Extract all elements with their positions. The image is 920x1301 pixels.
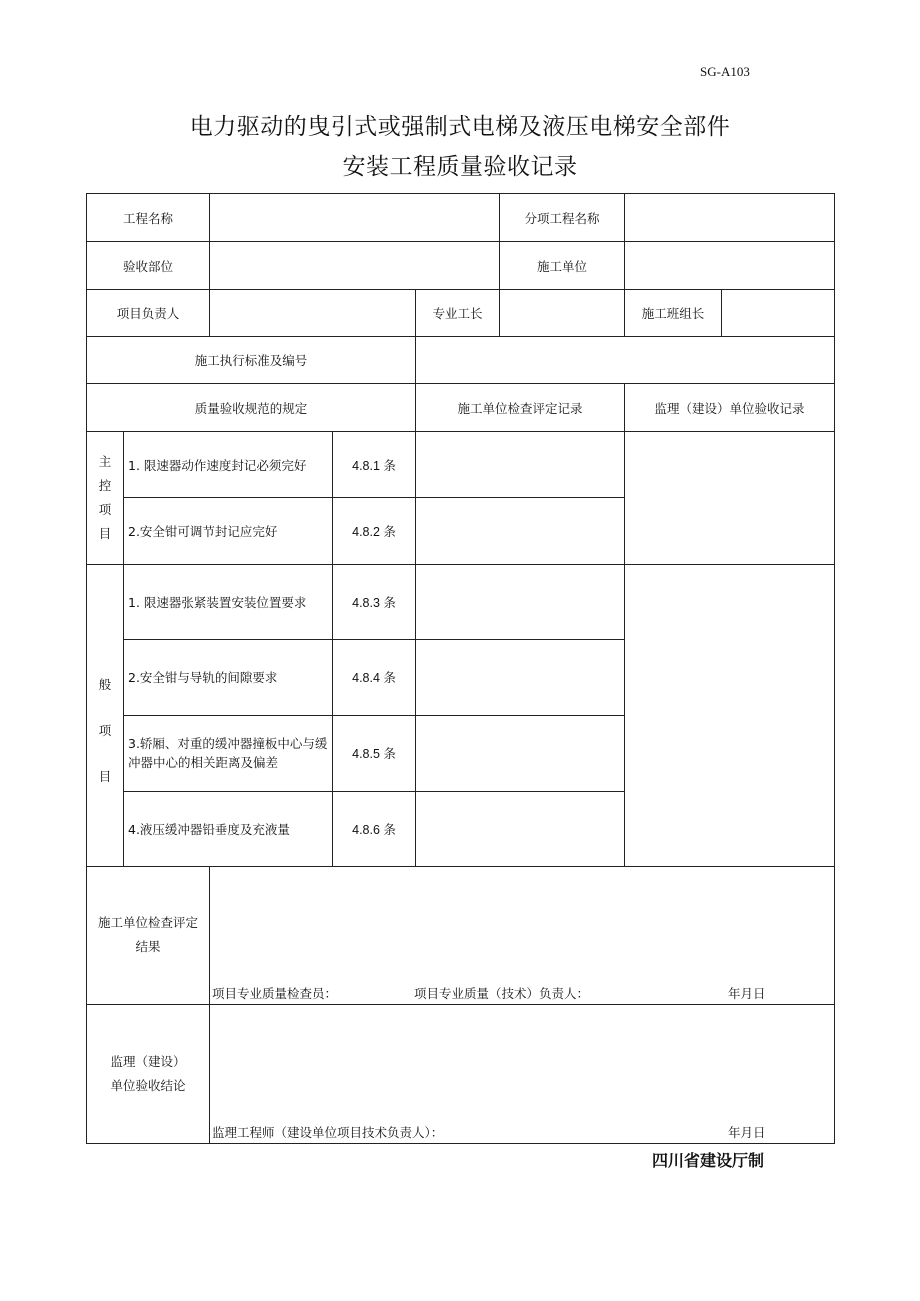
general-item-clause: 4.8.5 条	[333, 715, 416, 791]
team-leader-value[interactable]	[722, 290, 835, 337]
general-item-text: 1. 限速器张紧装置安装位置要求	[124, 565, 333, 640]
row-project-name	[87, 194, 835, 242]
document-title-line2: 安装工程质量验收记录	[342, 154, 578, 180]
foreman-label: 专业工长	[416, 290, 500, 337]
row-construction-result	[87, 866, 835, 1004]
general-item-row	[87, 565, 835, 640]
supervisor-record-header: 监理（建设）单位验收记录	[625, 384, 835, 432]
general-items-group-label: 般 项 目	[87, 565, 124, 866]
result-date-label: 年月日	[728, 985, 766, 1001]
general-items-supervisor-record[interactable]	[625, 565, 835, 866]
acceptance-part-label: 验收部位	[87, 242, 210, 290]
general-item-constructor-record[interactable]	[416, 565, 625, 640]
general-item-clause: 4.8.4 条	[333, 640, 416, 715]
sub-project-name-label: 分项工程名称	[500, 194, 625, 242]
standard-label: 施工执行标准及编号	[87, 337, 416, 384]
quality-tech-lead-label: 项目专业质量（技术）负责人：	[414, 985, 590, 1001]
main-item-constructor-record[interactable]	[416, 498, 625, 565]
team-leader-label: 施工班组长	[625, 290, 722, 337]
spec-header: 质量验收规范的规定	[87, 384, 416, 432]
row-supervisor-conclusion	[87, 1004, 835, 1143]
project-name-label: 工程名称	[87, 194, 210, 242]
general-item-text: 3.轿厢、对重的缓冲器撞板中心与缓冲器中心的相关距离及偏差	[124, 715, 333, 791]
acceptance-part-value[interactable]	[210, 242, 500, 290]
document-title-line1: 电力驱动的曳引式或强制式电梯及液压电梯安全部件	[189, 114, 731, 140]
row-header	[87, 384, 835, 432]
project-manager-value[interactable]	[210, 290, 416, 337]
main-item-clause: 4.8.1 条	[333, 432, 416, 498]
general-item-clause: 4.8.3 条	[333, 565, 416, 640]
sub-project-name-value[interactable]	[625, 194, 835, 242]
main-items-supervisor-record[interactable]	[625, 432, 835, 565]
row-personnel	[87, 290, 835, 337]
main-item-clause: 4.8.2 条	[333, 498, 416, 565]
row-acceptance-part	[87, 242, 835, 290]
constructor-record-header: 施工单位检查评定记录	[416, 384, 625, 432]
document-code: SG-A103	[700, 64, 750, 79]
construction-result-label: 施工单位检查评定 结果	[87, 866, 210, 1004]
main-items-group-label: 主 控 项 目	[87, 432, 124, 565]
supervising-engineer-label: 监理工程师（建设单位项目技术负责人）：	[212, 1125, 444, 1140]
general-item-constructor-record[interactable]	[416, 791, 625, 866]
construction-result-area[interactable]	[210, 866, 835, 1004]
main-item-text: 2.安全钳可调节封记应完好	[124, 498, 333, 565]
quality-inspector-label: 项目专业质量检查员：	[212, 985, 338, 1001]
supervisor-conclusion-label: 监理（建设） 单位验收结论	[87, 1004, 210, 1143]
general-item-constructor-record[interactable]	[416, 715, 625, 791]
construction-unit-label: 施工单位	[500, 242, 625, 290]
general-item-text: 4.液压缓冲器铅垂度及充液量	[124, 791, 333, 866]
main-item-row	[87, 432, 835, 498]
foreman-value[interactable]	[500, 290, 625, 337]
general-item-text: 2.安全钳与导轨的间隙要求	[124, 640, 333, 715]
construction-unit-value[interactable]	[625, 242, 835, 290]
conclusion-date-label: 年月日	[728, 1125, 766, 1140]
standard-value[interactable]	[416, 337, 835, 384]
general-item-clause: 4.8.6 条	[333, 791, 416, 866]
main-item-constructor-record[interactable]	[416, 432, 625, 498]
general-item-constructor-record[interactable]	[416, 640, 625, 715]
project-manager-label: 项目负责人	[87, 290, 210, 337]
acceptance-record-table	[86, 193, 835, 1144]
project-name-value[interactable]	[210, 194, 500, 242]
supervisor-conclusion-area[interactable]	[210, 1004, 835, 1143]
main-item-text: 1. 限速器动作速度封记必须完好	[124, 432, 333, 498]
issuer-footer: 四川省建设厅制	[652, 1151, 765, 1170]
row-standard	[87, 337, 835, 384]
